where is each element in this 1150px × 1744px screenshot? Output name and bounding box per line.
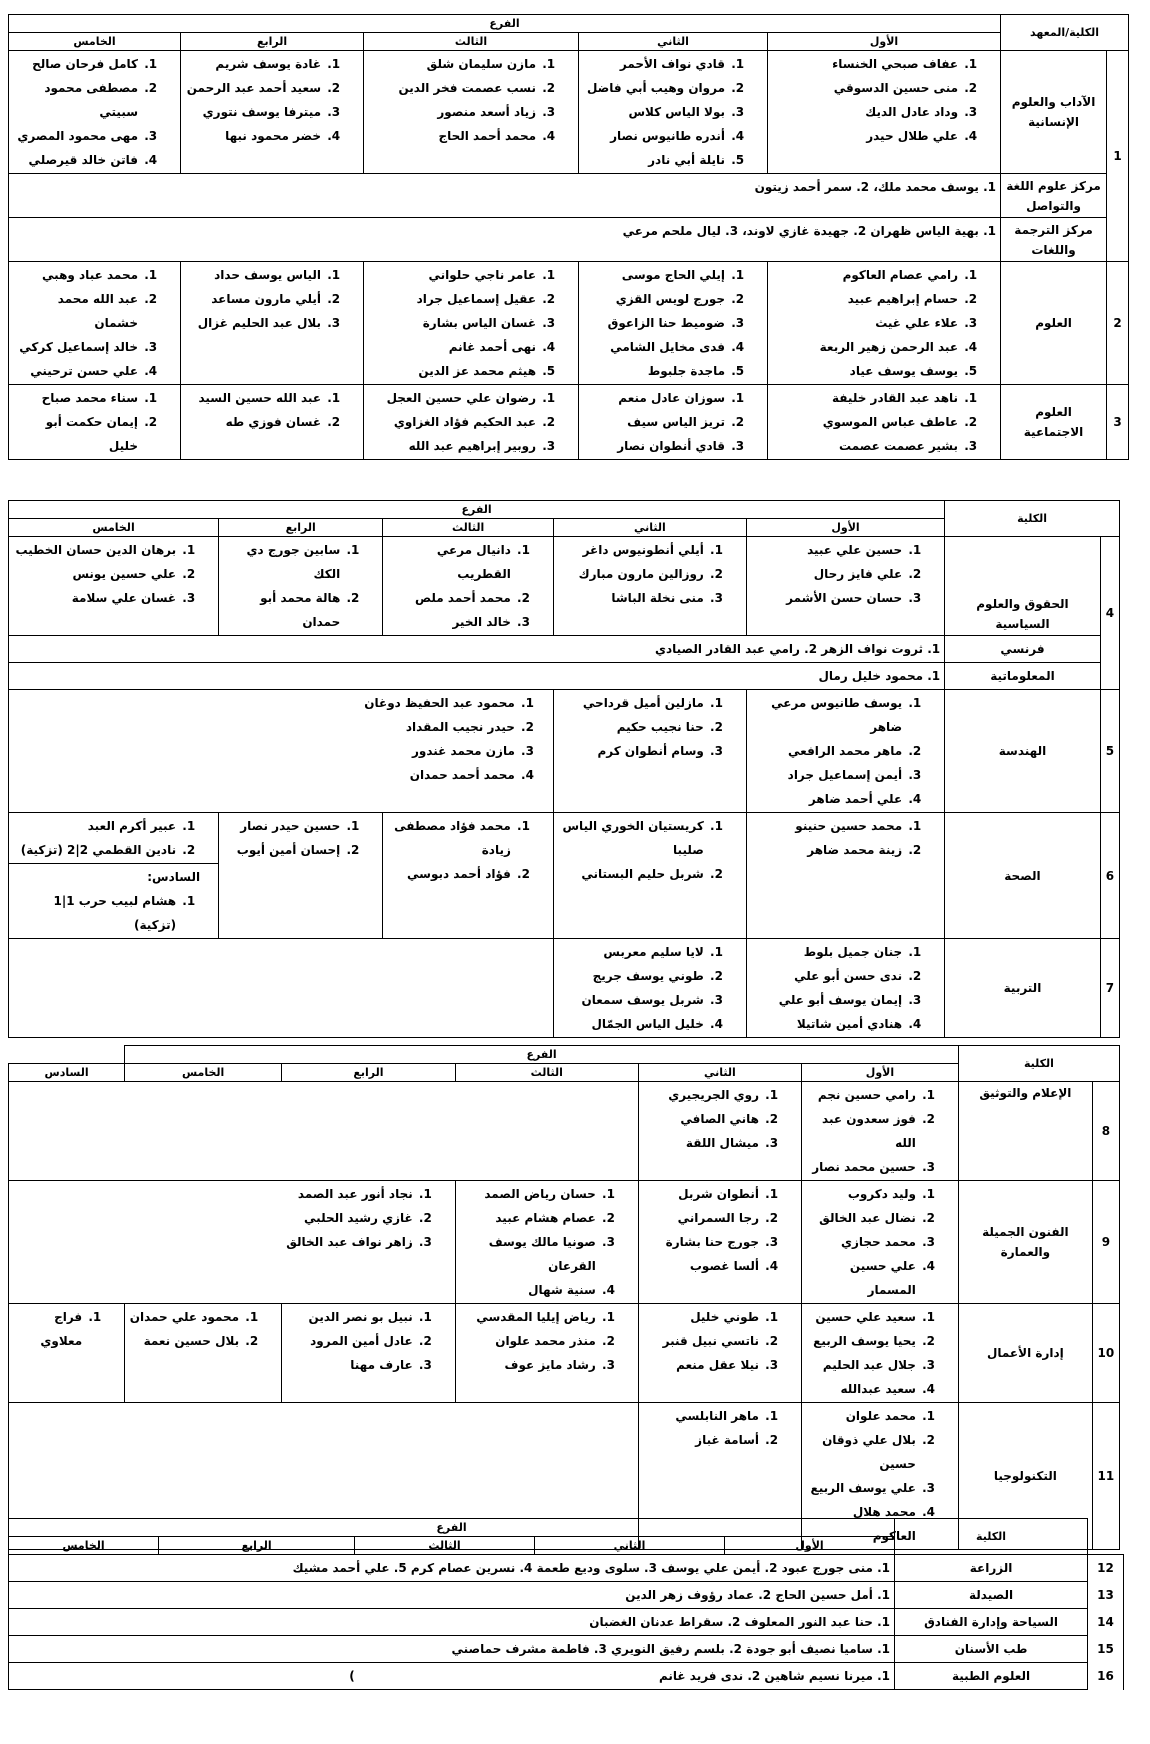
name-list xyxy=(387,814,549,886)
list-item: 1. حسين علي عبيد xyxy=(751,538,904,562)
name-list xyxy=(13,538,214,610)
list-item: 2. عاطف عباس الموسوي xyxy=(772,410,960,434)
list-item: 4. محمد أحمد حمدان xyxy=(357,763,517,787)
list-item: 1. محمود علي حمدان xyxy=(129,1305,241,1329)
list-item: 3. حسان حسن الأشمر xyxy=(751,586,904,610)
name-list xyxy=(558,814,742,886)
list-item: 1. سوزان عادل منعم xyxy=(583,386,727,410)
list-item: 1. مازن سليمان شلق xyxy=(368,52,538,76)
list-item: 1. ماهر النابلسي xyxy=(643,1404,761,1428)
faculty-name: الهندسة xyxy=(945,690,1101,813)
list-item: 3. نيلا عقل منعم xyxy=(643,1353,761,1377)
list-item: 2. شربل حليم البستاني xyxy=(558,862,706,886)
list-item: 4. علي أحمد ضاهر xyxy=(751,787,904,811)
list-item: 3. وداد عادل الديك xyxy=(772,100,960,124)
list-item: 1. كريستيان الخوري الياس صليبا xyxy=(558,814,706,862)
list-item: 3. إيمان يوسف أبو علي xyxy=(751,988,904,1012)
list-item: 4. سنية شهال xyxy=(460,1278,598,1302)
header-branch: الفرع xyxy=(9,1519,895,1537)
table-row xyxy=(9,813,1120,939)
list-item: 2. عبد الله محمد خشمان xyxy=(13,287,140,335)
list-item: 2. مصطفى محمود سبيتي xyxy=(13,76,140,124)
header-b5: الخامس xyxy=(9,1537,159,1555)
center-name: مركز الترجمة واللغات xyxy=(1001,218,1107,262)
list-item: 3. مازن محمد غندور xyxy=(357,739,517,763)
table-row xyxy=(9,636,1120,663)
header-b5: الخامس xyxy=(125,1064,282,1082)
table-row xyxy=(9,262,1129,385)
list-item: 2. فوز سعدون عبد الله xyxy=(806,1107,918,1155)
header-b4: الرابع xyxy=(159,1537,355,1555)
name-list xyxy=(13,386,176,458)
list-item: 1. محمد علوان xyxy=(806,1404,918,1428)
list-item: 2. جورج لويس القزي xyxy=(583,287,727,311)
list-item: 3. خالد إسماعيل كركي xyxy=(13,335,140,359)
name-list xyxy=(558,538,742,610)
center-members: 1. بهية الياس ظهران 2. جهيدة غازي لاوند، 3. ليال ملحم مرعي xyxy=(9,218,1001,262)
row-number: 6 xyxy=(1100,813,1119,939)
list-item: 4. علي حسن ترحيني xyxy=(13,359,140,383)
section-members: 1. ثروت نواف الزهر 2. رامي عبد القادر الصيادي xyxy=(9,636,945,663)
header-b4: الرابع xyxy=(181,33,364,51)
list-item: 1. سعيد علي حسين xyxy=(806,1305,918,1329)
list-item: 3. رشاد مايز عوف xyxy=(460,1353,598,1377)
list-item: 1. مازلين أميل قرداحي xyxy=(558,691,706,715)
name-list xyxy=(368,386,574,458)
row-number: 13 xyxy=(1088,1582,1124,1609)
table-faculties-1 xyxy=(8,14,1129,460)
list-item: 1. جنان جميل بلوط xyxy=(751,940,904,964)
section-name: فرنسي xyxy=(945,636,1101,663)
list-item: 2. رجا السمراني xyxy=(643,1206,761,1230)
faculty-members: 1. ساميا نصيف أبو جودة 2. بلسم رفيق النويري 3. فاطمة مشرف حماصني xyxy=(9,1636,895,1663)
list-item: 3. بشير عصمت عصمت xyxy=(772,434,960,458)
list-item: 1. برهان الدين حسان الخطيب xyxy=(13,538,178,562)
center-members: 1. يوسف محمد ملك، 2. سمر أحمد زيتون xyxy=(9,174,1001,218)
list-item: 2. إيمان حكمت أبو خليل xyxy=(13,410,140,458)
header-b4: الرابع xyxy=(282,1064,456,1082)
list-item: 2. بلال حسين نعمة xyxy=(129,1329,241,1353)
name-list xyxy=(751,538,940,610)
list-item: 5. نايلة أبي نادر xyxy=(583,148,727,172)
list-item: 2. غسان فوزي طه xyxy=(185,410,323,434)
table-faculties-4 xyxy=(8,1518,1124,1690)
list-item: 1. محمد فؤاد مصطفى زيادة xyxy=(387,814,513,862)
table-row xyxy=(9,1636,1124,1663)
list-item: 2. روزالين مارون مبارك xyxy=(558,562,706,586)
list-item: 3. أيمن إسماعيل جراد xyxy=(751,763,904,787)
list-item: 4. هنادي أمين شاتيلا xyxy=(751,1012,904,1036)
list-item: 3. وسام أنطوان كرم xyxy=(558,739,706,763)
list-item: 3. شربل يوسف سمعان xyxy=(558,988,706,1012)
list-item: 3. بولا الياس كلاس xyxy=(583,100,727,124)
table-faculties-2 xyxy=(8,500,1120,1038)
name-list xyxy=(643,1305,797,1377)
faculty-name: الصحة xyxy=(945,813,1101,939)
list-item: 3. عارف مهنا xyxy=(286,1353,415,1377)
header-branch: الفرع xyxy=(125,1046,959,1064)
list-item: 2. أيلي مارون مساعد xyxy=(185,287,323,311)
name-list xyxy=(583,52,763,172)
list-item: 1. رياض إيليا المقدسي xyxy=(460,1305,598,1329)
name-list xyxy=(129,1305,277,1353)
name-list xyxy=(751,814,940,862)
list-item: 1. كامل فرحان صالح xyxy=(13,52,140,76)
list-item: 2. يحيا يوسف الربيع xyxy=(806,1329,918,1353)
list-item: 1. نبيل بو نصر الدين xyxy=(286,1305,415,1329)
header-b3: الثالث xyxy=(383,519,554,537)
table-row xyxy=(9,690,1120,813)
header-b5: الخامس xyxy=(9,33,181,51)
header-b2: الثاني xyxy=(553,519,746,537)
name-list xyxy=(643,1404,797,1452)
faculty-name: إدارة الأعمال xyxy=(958,1304,1092,1403)
list-item: 3. علاء علي غيث xyxy=(772,311,960,335)
list-item: 1. أيلي أنطونيوس داغر xyxy=(558,538,706,562)
header-b2: الثاني xyxy=(579,33,768,51)
name-list xyxy=(751,940,940,1036)
name-list xyxy=(643,1182,797,1278)
table-row xyxy=(9,1555,1124,1582)
list-item: 2. نسب عصمت فخر الدين xyxy=(368,76,538,100)
row-number: 5 xyxy=(1100,690,1119,813)
table-faculties-3 xyxy=(8,1045,1120,1550)
faculty-members: 1. أمل حسين الحاج 2. عماد رؤوف زهر الدين xyxy=(9,1582,895,1609)
list-item: 2. ناتسي نبيل قنبر xyxy=(643,1329,761,1353)
header-faculty: الكلية xyxy=(895,1519,1088,1555)
list-item: 2. نادين القطمي 2|2 (تزكية) xyxy=(13,838,178,862)
list-item: 2. مروان وهيب أبي فاضل xyxy=(583,76,727,100)
name-list xyxy=(772,386,996,458)
row-number: 12 xyxy=(1088,1555,1124,1582)
list-item: 2. منى حسين الدسوقي xyxy=(772,76,960,100)
list-item: 1. سناء محمد صباح xyxy=(13,386,140,410)
list-item: 2. طوني يوسف جريج xyxy=(558,964,706,988)
faculty-members: 1. ميرنا نسيم شاهين 2. ندى فريد غانم xyxy=(658,1669,891,1683)
list-item: 1. عبير أكرم العبد xyxy=(13,814,178,838)
list-item: 2. أسامة غباز xyxy=(643,1428,761,1452)
list-item: 4. محمد أحمد الحاج xyxy=(368,124,538,148)
list-item: 3. قادي أنطوان نصار xyxy=(583,434,727,458)
row-number: 8 xyxy=(1092,1082,1119,1181)
list-item: 1. الياس يوسف حداد xyxy=(185,263,323,287)
list-item: 1. عبد الله حسين السيد xyxy=(185,386,323,410)
list-item: 2. عبد الحكيم فؤاد الغزاوي xyxy=(368,410,538,434)
header-b1: الأول xyxy=(802,1064,959,1082)
list-item: 1. طوني خليل xyxy=(643,1305,761,1329)
list-item: 3. علي يوسف الربيع xyxy=(806,1476,918,1500)
list-item: 3. روبير إبراهيم عبد الله xyxy=(368,434,538,458)
list-item: 2. عقيل إسماعيل جراد xyxy=(368,287,538,311)
header-branch: الفرع xyxy=(9,501,945,519)
stray-mark: ) xyxy=(349,1669,355,1683)
list-item: 1. سابين جورج دي الكك xyxy=(223,538,342,586)
name-list xyxy=(223,814,378,862)
name-list xyxy=(13,814,214,862)
header-b3: الثالث xyxy=(355,1537,535,1555)
faculty-members: 1. حنا عبد النور المعلوف 2. سقراط عدنان الغضبان xyxy=(9,1609,895,1636)
list-item: 3. صونيا مالك يوسف القرعان xyxy=(460,1230,598,1278)
name-list xyxy=(460,1305,634,1377)
list-item: 4. فاتن خالد قيرصلي xyxy=(13,148,140,172)
list-item: 2. هالة محمد أبو حمدان xyxy=(223,586,342,634)
name-list xyxy=(751,691,940,811)
table-row xyxy=(9,174,1129,218)
name-list xyxy=(223,538,378,634)
table-row xyxy=(9,663,1120,690)
table-row xyxy=(9,1181,1120,1304)
section-members: 1. محمود خليل رمال xyxy=(9,663,945,690)
header-b1: الأول xyxy=(768,33,1001,51)
list-item: 2. علي فايز رحال xyxy=(751,562,904,586)
list-item: 1. رامي عصام العاكوم xyxy=(772,263,960,287)
list-item: 3. غسان الياس بشارة xyxy=(368,311,538,335)
list-item: 4. أندره طانيوس نصار xyxy=(583,124,727,148)
faculty-name: الحقوق والعلوم السياسية xyxy=(945,537,1101,636)
list-item: 5. يوسف يوسف عياد xyxy=(772,359,960,383)
faculty-name: الزراعة xyxy=(895,1555,1088,1582)
list-item: 3. زاهر نواف عبد الخالق xyxy=(13,1230,415,1254)
list-item: 1. غادة يوسف شريم xyxy=(185,52,323,76)
list-item: 2. ماهر محمد الرافعي xyxy=(751,739,904,763)
name-list xyxy=(583,263,763,383)
header-faculty: الكلية xyxy=(945,501,1120,537)
list-item: 1. نجاد أنور عبد الصمد xyxy=(13,1182,415,1206)
list-item: 4. خضر محمود نبها xyxy=(185,124,323,148)
list-item: 2. تريز الياس سيف xyxy=(583,410,727,434)
list-item: 1. ناهد عبد القادر خليفة xyxy=(772,386,960,410)
name-list xyxy=(558,940,742,1036)
header-b5: الخامس xyxy=(9,519,219,537)
sixth-branch-label: السادس: xyxy=(147,870,201,884)
list-item: 2. محمد أحمد ملص xyxy=(387,586,513,610)
row-number: 9 xyxy=(1092,1181,1119,1304)
list-item: 3. جورج حنا بشارة xyxy=(643,1230,761,1254)
list-item: 4. علي طلال حيدر xyxy=(772,124,960,148)
table-row xyxy=(9,1663,1124,1690)
faculty-members: 1. منى جورج عبود 2. أيمن علي يوسف 3. سلوى وديع طعمة 4. نسرين عصام كرم 5. علي أحمد مشيك xyxy=(9,1555,895,1582)
header-branch: الفرع xyxy=(9,15,1001,33)
list-item: 1. رضوان علي حسين العجل xyxy=(368,386,538,410)
faculty-name: العلوم الاجتماعية xyxy=(1001,385,1107,460)
list-item: 4. علي حسين المسمار xyxy=(806,1254,918,1302)
row-number: 10 xyxy=(1092,1304,1119,1403)
list-item: 1. إيلي الحاج موسى xyxy=(583,263,727,287)
section-name: المعلوماتية xyxy=(945,663,1101,690)
table-row xyxy=(9,1082,1120,1181)
name-list xyxy=(806,1182,954,1302)
list-item: 1. محمد عباد وهبي xyxy=(13,263,140,287)
header-b3: الثالث xyxy=(455,1064,638,1082)
list-item: 2. غازي رشيد الحلبي xyxy=(13,1206,415,1230)
list-item: 3. ميشال اللقة xyxy=(643,1131,761,1155)
list-item: 4. فدى مخايل الشامي xyxy=(583,335,727,359)
list-item: 1. لايا سليم معربس xyxy=(558,940,706,964)
table-row xyxy=(9,537,1120,636)
header-faculty-institute: الكلية/المعهد xyxy=(1001,15,1129,51)
row-number: 2 xyxy=(1107,262,1129,385)
row-number: 16 xyxy=(1088,1663,1124,1690)
list-item: 3. محمد حجازي xyxy=(806,1230,918,1254)
list-item: 3. جلال عبد الحليم xyxy=(806,1353,918,1377)
faculty-name: العلوم الطبية xyxy=(895,1663,1088,1690)
header-b2: الثاني xyxy=(535,1537,725,1555)
name-list xyxy=(806,1083,954,1179)
name-list xyxy=(583,386,763,458)
table-row xyxy=(9,218,1129,262)
faculty-name: التربية xyxy=(945,939,1101,1038)
list-item: 3. مهى محمود المصري xyxy=(13,124,140,148)
list-item: 4. ألسا غصوب xyxy=(643,1254,761,1278)
list-item: 2. زينة محمد ضاهر xyxy=(751,838,904,862)
row-number: 4 xyxy=(1100,537,1119,690)
name-list xyxy=(286,1305,451,1377)
list-item: 1. دانيال مرعي القطريب xyxy=(387,538,513,586)
list-item: 1. محمود عبد الحفيظ دوغان xyxy=(357,691,517,715)
list-item: 2. علي حسين يونس xyxy=(13,562,178,586)
row-number: 3 xyxy=(1107,385,1129,460)
header-b3: الثالث xyxy=(364,33,579,51)
list-item: 1. عفاف صبحي الخنساء xyxy=(772,52,960,76)
list-item: 1. فراج معلاوي xyxy=(13,1305,84,1353)
faculty-name: الآداب والعلوم الإنسانية xyxy=(1001,51,1107,174)
list-item: 2. هاني الصافي xyxy=(643,1107,761,1131)
faculty-name: طب الأسنان xyxy=(895,1636,1088,1663)
name-list xyxy=(13,1182,451,1254)
name-list xyxy=(13,889,214,937)
name-list xyxy=(13,263,176,383)
header-faculty: الكلية xyxy=(958,1046,1119,1082)
list-item: 4. سعيد عبدالله xyxy=(806,1377,918,1401)
list-item: 1. حسان رياض الصمد xyxy=(460,1182,598,1206)
list-item: 1. هشام لبيب حرب 1|1 (تزكية) xyxy=(13,889,178,937)
faculty-name: الإعلام والتوثيق xyxy=(958,1082,1092,1181)
name-list xyxy=(643,1083,797,1155)
table-row xyxy=(9,385,1129,460)
list-item: 2. ندى حسن أبو علي xyxy=(751,964,904,988)
faculty-name: التكنولوجيا xyxy=(958,1403,1092,1550)
list-item: 3. زياد أسعد منصور xyxy=(368,100,538,124)
list-item: 2. بلال علي ذوقان حسين xyxy=(806,1428,918,1476)
list-item: 2. منذر محمد علوان xyxy=(460,1329,598,1353)
row-number: 15 xyxy=(1088,1636,1124,1663)
row-number: 11 xyxy=(1092,1403,1119,1550)
name-list xyxy=(368,52,574,148)
name-list xyxy=(368,263,574,383)
list-item: 2. حنا نجيب حكيم xyxy=(558,715,706,739)
list-item: 3. خالد الخير xyxy=(387,610,513,634)
list-item: 2. نضال عبد الخالق xyxy=(806,1206,918,1230)
header-b4: الرابع xyxy=(219,519,383,537)
list-item: 2. عصام هشام عبيد xyxy=(460,1206,598,1230)
list-item: 2. حيدر نجيب المقداد xyxy=(357,715,517,739)
row-number: 7 xyxy=(1100,939,1119,1038)
list-item: 3. ميترفا يوسف نتوري xyxy=(185,100,323,124)
header-b6: السادس xyxy=(9,1064,125,1082)
list-item: 1. عامر ناجي حلواني xyxy=(368,263,538,287)
name-list xyxy=(185,386,359,434)
faculty-name: العلوم xyxy=(1001,262,1107,385)
list-item: 1. روي الجريجيري xyxy=(643,1083,761,1107)
list-item: 2. إحسان أمين أيوب xyxy=(223,838,342,862)
list-item: 1. أنطوان شربل xyxy=(643,1182,761,1206)
name-list xyxy=(357,691,553,787)
faculty-name: السياحة وإدارة الفنادق xyxy=(895,1609,1088,1636)
list-item: 2. عادل أمين المرود xyxy=(286,1329,415,1353)
table-row xyxy=(9,51,1129,174)
name-list xyxy=(13,52,176,172)
list-item: 5. ماجدة جلبوط xyxy=(583,359,727,383)
list-item: 3. غسان علي سلامة xyxy=(13,586,178,610)
list-item: 1. رامي حسين نجم xyxy=(806,1083,918,1107)
list-item: 1. حسين حيدر نصار xyxy=(223,814,342,838)
row-number: 1 xyxy=(1107,51,1129,262)
header-b1: الأول xyxy=(746,519,944,537)
list-item: 4. خليل الياس الجمّال xyxy=(558,1012,706,1036)
list-item: 5. هيثم محمد عز الدين xyxy=(368,359,538,383)
list-item: 4. عبد الرحمن زهير الربعة xyxy=(772,335,960,359)
center-name: مركز علوم اللغة والتواصل xyxy=(1001,174,1107,218)
list-item: 1. قادي نواف الأحمر xyxy=(583,52,727,76)
faculty-name: الفنون الجميلة والعمارة xyxy=(958,1181,1092,1304)
name-list xyxy=(185,263,359,335)
list-item: 3. ضوميط حنا الزاعوق xyxy=(583,311,727,335)
faculty-name: الصيدلة xyxy=(895,1582,1088,1609)
list-item: 4. محمد هلال العاكوم xyxy=(806,1500,918,1548)
name-list xyxy=(772,52,996,148)
list-item: 2. فؤاد أحمد دبوسي xyxy=(387,862,513,886)
name-list xyxy=(558,691,742,763)
name-list xyxy=(13,1305,120,1353)
list-item: 2. سعيد أحمد عبد الرحمن xyxy=(185,76,323,100)
name-list xyxy=(185,52,359,148)
list-item: 1. يوسف طانيوس مرعي ضاهر xyxy=(751,691,904,739)
list-item: 2. حسام إبراهيم عبيد xyxy=(772,287,960,311)
table-row xyxy=(9,939,1120,1038)
list-item: 4. نهى أحمد غانم xyxy=(368,335,538,359)
list-item: 1. محمد حسين حنينو xyxy=(751,814,904,838)
row-number: 14 xyxy=(1088,1609,1124,1636)
table-row xyxy=(9,1304,1120,1403)
name-list xyxy=(772,263,996,383)
list-item: 3. بلال عبد الحليم غزال xyxy=(185,311,323,335)
header-b1: الأول xyxy=(725,1537,895,1555)
name-list xyxy=(806,1305,954,1401)
name-list xyxy=(460,1182,634,1302)
table-row xyxy=(9,1582,1124,1609)
name-list xyxy=(387,538,549,634)
list-item: 3. حسين محمد نصار xyxy=(806,1155,918,1179)
header-b2: الثاني xyxy=(638,1064,801,1082)
list-item: 3. منى نخلة الباشا xyxy=(558,586,706,610)
list-item: 1. وليد دكروب xyxy=(806,1182,918,1206)
table-row xyxy=(9,1609,1124,1636)
